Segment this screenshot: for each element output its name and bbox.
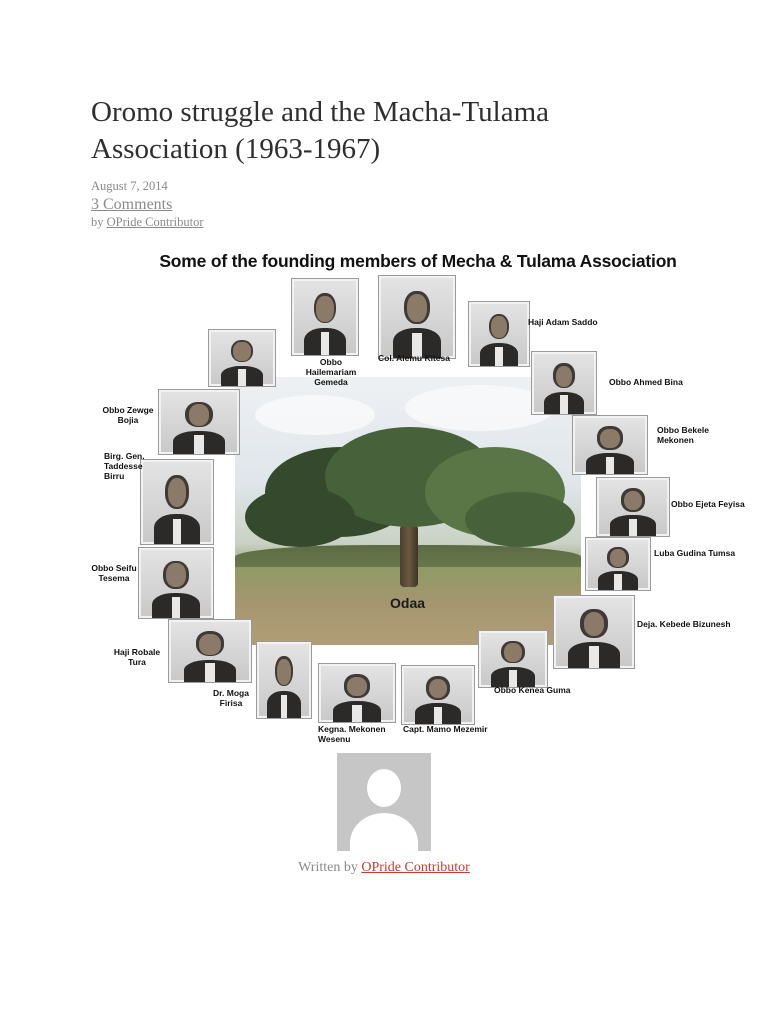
member-photo [596, 477, 670, 537]
byline-prefix: by [91, 215, 104, 229]
member-photo [318, 663, 396, 723]
member-photo [378, 275, 456, 359]
member-label: Obbo Ejeta Feyisa [671, 499, 745, 509]
odaa-label: Odaa [390, 595, 426, 611]
post-date: August 7, 2014 [91, 179, 168, 193]
written-by [0, 860, 768, 876]
member-photo [168, 619, 252, 683]
member-label: Obbo Hailemariam Gemeda [305, 357, 357, 387]
member-label: Luba Gudina Tumsa [654, 548, 736, 558]
member-label: Birg. Gen. Taddesse Birru [104, 451, 145, 481]
member-photo [291, 278, 359, 356]
member-label: Haji Adam Saddo [528, 317, 598, 327]
author-avatar [337, 753, 431, 851]
member-label: Capt. Mamo Mezemir [403, 724, 488, 734]
byline [91, 215, 204, 230]
member-label: Obbo Kenea Guma [494, 685, 571, 695]
article-title: Oromo struggle and the Macha-Tulama Association (1963-1967) [91, 96, 549, 165]
author-link[interactable]: OPride Contributor [106, 215, 204, 229]
member-photo [468, 301, 530, 367]
member-photo [553, 595, 635, 669]
member-label: Obbo Zewge Bojia [102, 405, 154, 425]
member-photo [256, 641, 312, 719]
author-profile-link[interactable]: OPride Contributor [361, 860, 470, 875]
member-label: Obbo Ahmed Bina [609, 377, 683, 387]
member-photo [585, 537, 651, 591]
member-label: Obbo Seifu Tesema [91, 563, 137, 583]
comments-link[interactable]: 3 Comments [91, 196, 173, 213]
member-photo [478, 630, 548, 688]
figure-title: Some of the founding members of Mecha & Tulama Association [159, 251, 677, 271]
member-photo [158, 389, 240, 455]
member-label: Deja. Kebede Bizunesh [637, 619, 731, 629]
member-photo [208, 329, 276, 387]
member-photo [531, 351, 597, 415]
member-label: Obbo Bekele Mekonen [657, 425, 709, 445]
member-photo [401, 665, 475, 725]
member-label: Kegna. Mekonen Wesenu [318, 724, 386, 744]
member-photo [138, 547, 214, 619]
member-label: Dr. Moga Firisa [213, 688, 249, 708]
founders-figure [88, 245, 748, 755]
written-prefix: Written by [298, 860, 358, 875]
member-label: Haji Robale Tura [113, 647, 161, 667]
member-photo [572, 415, 648, 475]
member-label: Col. Alemu Kitesa [378, 353, 450, 363]
